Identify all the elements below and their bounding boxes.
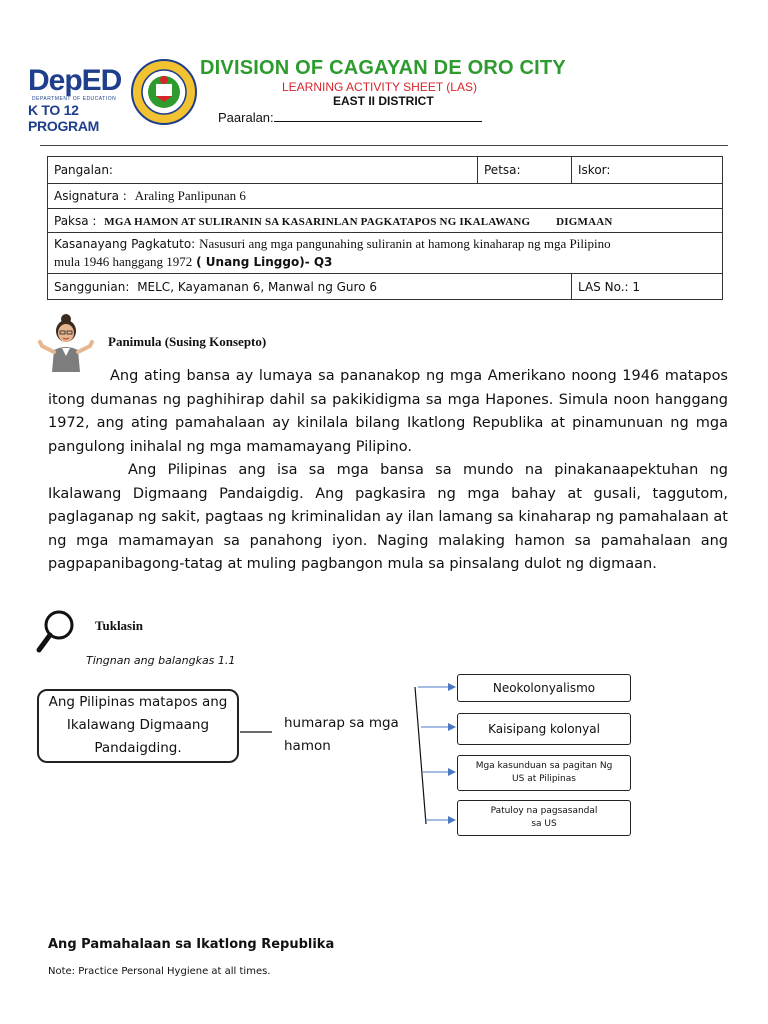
- diagram-caption: Tingnan ang balangkas 1.1: [86, 654, 236, 667]
- challenge-box-2: Kaisipang kolonyal: [457, 713, 631, 745]
- competency-week: ( Unang Linggo)- Q3: [196, 255, 333, 269]
- subject-row: [48, 184, 723, 209]
- main-concept-box: Ang Pilipinas matapos ang Ikalawang Digmaang Pandaigding.: [37, 689, 239, 763]
- header-divider: [40, 145, 728, 146]
- reference-cell: [48, 274, 572, 300]
- topic-value-end: DIGMAAN: [556, 215, 613, 228]
- deped-logo: [28, 64, 128, 134]
- magnifier-icon: [36, 608, 76, 654]
- tuklasin-title: Tuklasin: [95, 618, 143, 633]
- deped-seal-icon: [130, 58, 198, 126]
- topic-label: Paksa :: [54, 213, 97, 228]
- sheet-type-label: LEARNING ACTIVITY SHEET (LAS): [282, 80, 477, 94]
- name-cell[interactable]: [48, 157, 478, 184]
- division-title: DIVISION OF CAGAYAN DE ORO CITY: [200, 57, 566, 79]
- score-label: Iskor:: [578, 163, 611, 177]
- intro-paragraph-1: Ang ating bansa ay lumaya sa pananakop ng mga Amerikano noong 1946 matapos itong dumanas ng paghihirap dahil sa pakikidigma sa mga Hapones. Simula noon hanggang 1972, ang ating pamahalaan ay kinilala bilang Ikatlong Republika at pinamunuan ng mga pangulong inihalal ng mga mamamayang Pilipino.: [48, 368, 728, 455]
- las-number: LAS No.: 1: [578, 279, 641, 294]
- challenge-box-3: Mga kasunduan sa pagitan Ng US at Pilipinas: [457, 755, 631, 791]
- reference-value: MELC, Kayamanan 6, Manwal ng Guro 6: [137, 279, 377, 294]
- student-info-table: [47, 156, 723, 300]
- challenge-box-4: Patuloy na pagsasandal sa US: [457, 800, 631, 836]
- school-blank-line[interactable]: [274, 109, 482, 122]
- subject-label: Asignatura :: [54, 189, 127, 203]
- reference-label: Sanggunian:: [54, 279, 130, 294]
- hygiene-note: Note: Practice Personal Hygiene at all times.: [48, 966, 271, 977]
- competency-value-line1: Nasusuri ang mga pangunahing suliranin at hamong kinaharap ng mga Pilipino: [199, 236, 611, 251]
- deped-logo-subtitle: DEPARTMENT OF EDUCATION: [32, 96, 117, 102]
- date-label: Petsa:: [484, 163, 521, 177]
- las-number-cell: [572, 274, 723, 300]
- score-cell[interactable]: [572, 157, 723, 184]
- competency-label: Kasanayang Pagkatuto:: [54, 237, 196, 251]
- subject-value: Araling Panlipunan 6: [134, 188, 246, 203]
- intro-paragraph-2: Ang Pilipinas ang isa sa mga bansa sa mundo na pinakanaapektuhan ng Ikalawang Digmaang Pandaigdig. Ang pagkasira ng mga bahay at gusali, taggutom, paglaganap ng sakit, pagtaas ng kriminalidan ay ilan lamang sa kinaharap ng pamahalaan at ng mga mamamayan sa panahong iyon. Naging malaking hamon sa pamahalaan ang pagpapanibagong-tatag at muling pagbangon mula sa pinsalang dulot ng digmaan.: [48, 462, 728, 572]
- challenge-box-1: Neokolonyalismo: [457, 674, 631, 702]
- competency-row: [48, 233, 723, 274]
- competency-value-line2: mula 1946 hanggang 1972: [54, 254, 193, 269]
- topic-value: MGA HAMON AT SULIRANIN SA KASARINLAN PAGKATAPOS NG IKALAWANG: [104, 215, 531, 228]
- topic-row: [48, 209, 723, 233]
- connector-label: humarap sa mga hamon: [284, 715, 399, 754]
- intro-title: Panimula (Susing Konsepto): [108, 334, 267, 349]
- intro-paragraphs: [48, 365, 728, 577]
- k12-program-label: K TO 12 PROGRAM: [28, 102, 100, 134]
- name-label: Pangalan:: [54, 163, 113, 177]
- school-label: Paaralan:: [218, 110, 274, 125]
- school-field[interactable]: [218, 109, 482, 125]
- district-label: EAST II DISTRICT: [333, 94, 434, 108]
- branch-spine-line: [415, 687, 426, 824]
- section-heading: Ang Pamahalaan sa Ikatlong Republika: [48, 937, 335, 952]
- deped-logo-text: DepED: [28, 64, 122, 97]
- date-cell[interactable]: [478, 157, 572, 184]
